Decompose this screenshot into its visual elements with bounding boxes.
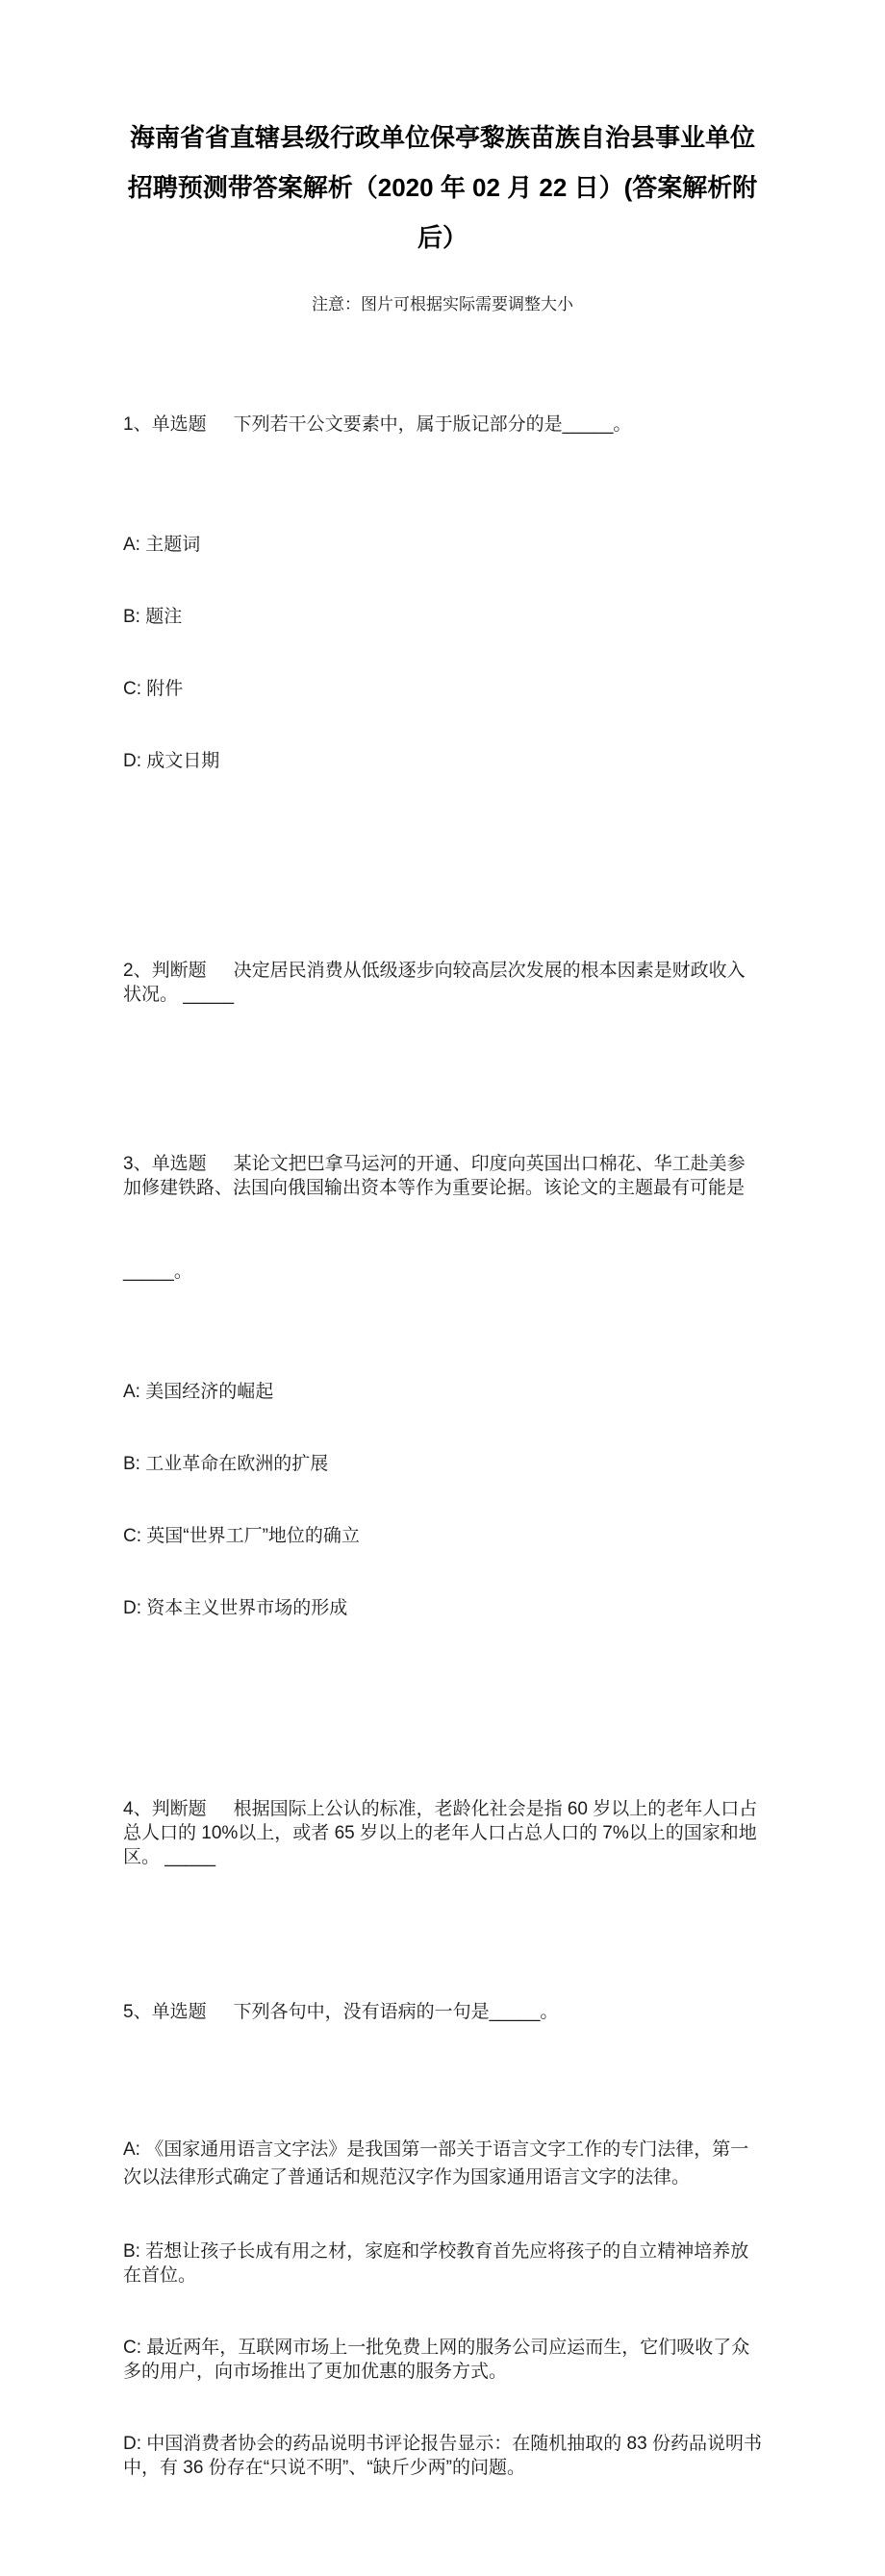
- notice-text: 注意：图片可根据实际需要调整大小: [312, 295, 573, 313]
- question-1: [123, 364, 762, 869]
- question-1-number-label: 1、单选题: [123, 414, 207, 435]
- document-title-line2: 招聘预测带答案解析（2020 年 02 月 22 日）(答案解析附后）: [127, 173, 758, 252]
- question-1-options: [123, 485, 762, 821]
- question-1-stem-text: 下列若干公文要素中，属于版记部分的是_____。: [233, 414, 632, 435]
- question-3: [123, 1104, 762, 1716]
- question-5-options: [123, 2088, 762, 2528]
- question-5-option-b: B: 若想让孩子长成有用之材，家庭和学校教育首先应将孩子的自立精神培养放在首位。: [123, 2241, 749, 2286]
- question-1-option-b: B: 题注: [123, 607, 183, 627]
- question-1-option-c: C: 附件: [123, 679, 184, 699]
- question-3-option-a: A: 美国经济的崛起: [123, 1382, 274, 1402]
- question-3-option-b: B: 工业革命在欧洲的扩展: [123, 1454, 329, 1474]
- question-5-option-a: A: 《国家通用语言文字法》是我国第一部关于语言文字工作的专门法律，第一次以法律形式确定了普通话和规范汉字作为国家通用语言文字的法律。: [123, 2139, 749, 2188]
- question-2-number-label: 2、判断题: [123, 961, 207, 981]
- question-1-option-d: D: 成文日期: [123, 751, 220, 771]
- question-3-option-c: C: 英国“世界工厂”地位的确立: [123, 1526, 360, 1546]
- question-4: [123, 1749, 762, 1917]
- question-4-stem-text: 根据国际上公认的标准，老龄化社会是指 60 岁以上的老年人口占总人口的 10%以上，或者 65 岁以上的老年人口占总人口的 7%以上的国家和地区。 _____: [123, 1799, 758, 1867]
- question-5: [123, 1952, 762, 2576]
- question-4-stem: [123, 1797, 762, 1869]
- document-title-line1: 海南省省直辖县级行政单位保亭黎族苗族自治县事业单位: [129, 123, 755, 152]
- question-3-number-label: 3、单选题: [123, 1154, 207, 1174]
- question-3-options: [123, 1332, 762, 1668]
- question-2-stem: [123, 959, 762, 1007]
- question-1-stem: [123, 413, 762, 437]
- question-3-option-d: D: 资本主义世界市场的形成: [123, 1598, 348, 1618]
- question-5-option-d: D: 中国消费者协会的药品说明书评论报告显示：在随机抽取的 83 份药品说明书中，有 36 份存在“只说不明”、“缺斤少两”的问题。: [123, 2434, 762, 2478]
- question-3-answer-blank: _____。: [123, 1262, 192, 1282]
- question-5-stem: [123, 2000, 762, 2024]
- question-5-stem-text: 下列各句中，没有语病的一句是_____。: [233, 2002, 559, 2022]
- question-2: [123, 911, 762, 1055]
- question-4-number-label: 4、判断题: [123, 1799, 207, 1819]
- question-5-number-label: 5、单选题: [123, 2002, 207, 2022]
- question-2-stem-text: 决定居民消费从低级逐步向较高层次发展的根本因素是财政收入状况。 _____: [123, 961, 746, 1005]
- question-3-stem-text: 某论文把巴拿马运河的开通、印度向英国出口棉花、华工赴美参加修建铁路、法国向俄国输出资本等作为重要论据。该论文的主题最有可能是: [123, 1154, 746, 1198]
- question-3-stem: [123, 1152, 762, 1200]
- question-5-option-c: C: 最近两年，互联网市场上一批免费上网的服务公司应运而生，它们吸收了众多的用户，向市场推出了更加优惠的服务方式。: [123, 2338, 750, 2382]
- question-1-option-a: A: 主题词: [123, 535, 201, 555]
